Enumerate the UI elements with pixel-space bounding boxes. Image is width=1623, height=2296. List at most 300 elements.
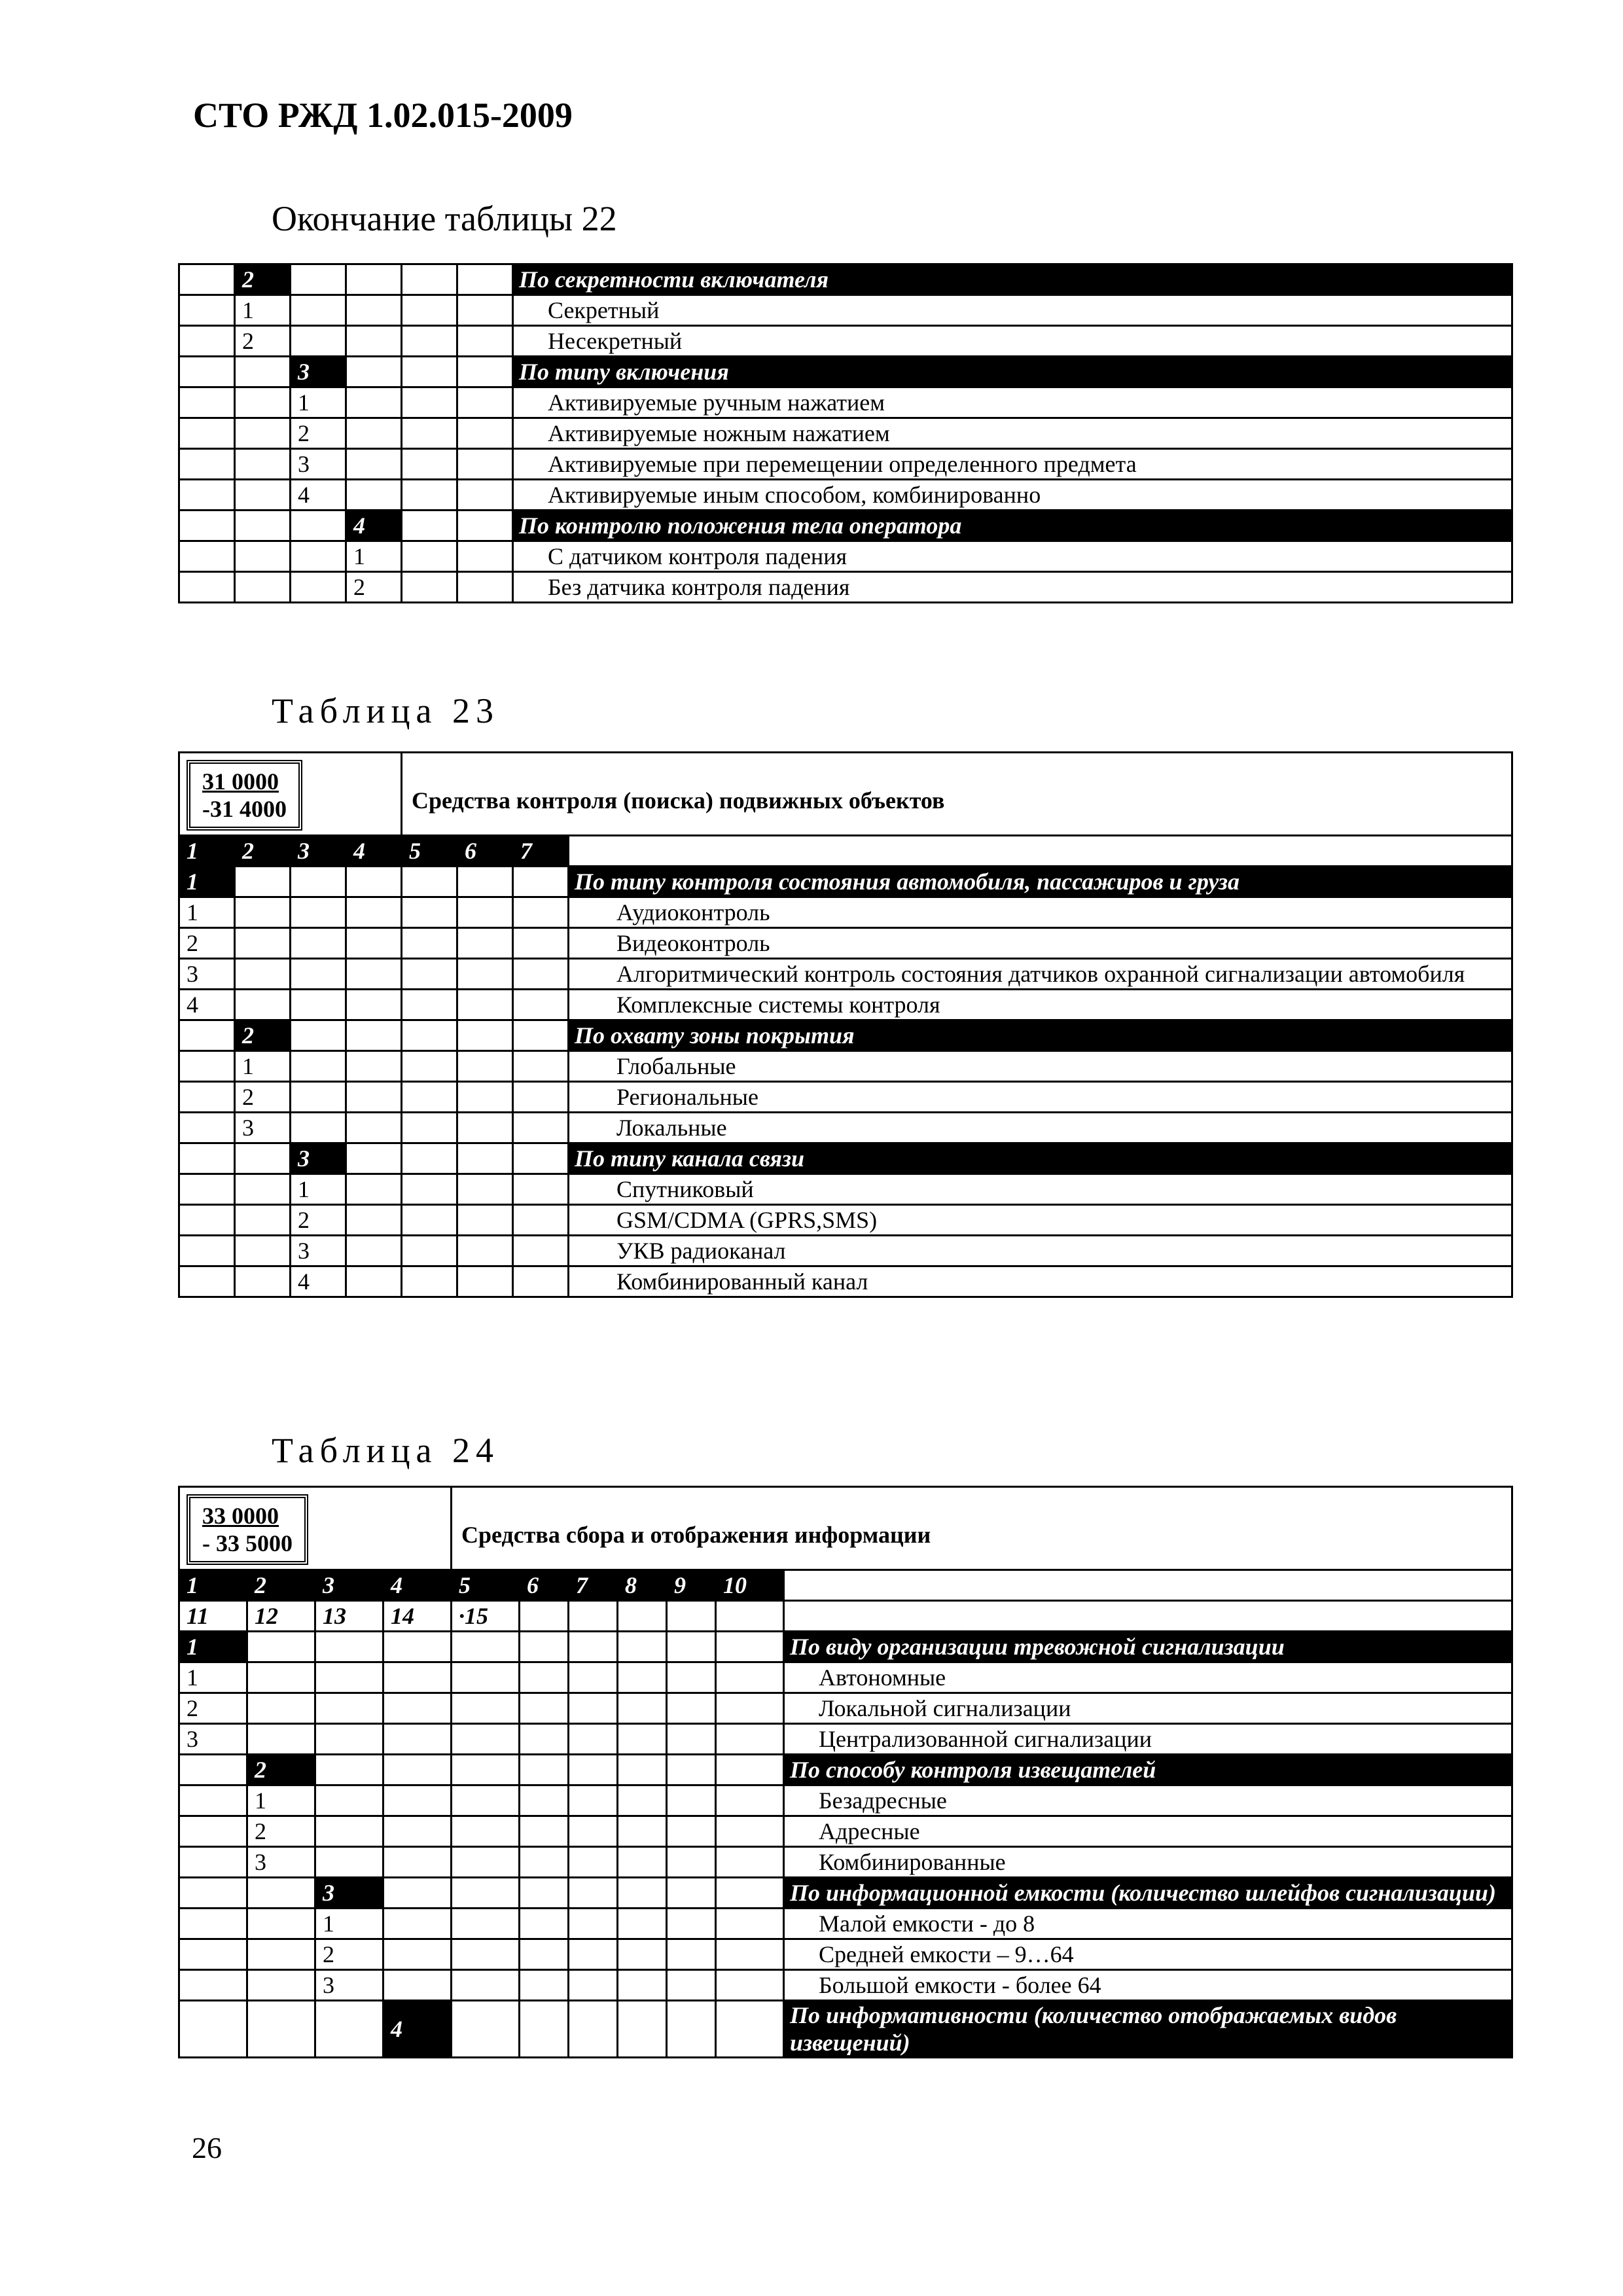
empty-cell [383, 1755, 452, 1785]
empty-cell [346, 264, 402, 295]
empty-cell [315, 1785, 383, 1816]
item-code-cell: 3 [247, 1847, 315, 1878]
empty-cell [513, 1205, 569, 1236]
empty-cell [346, 928, 402, 959]
group-heading: По способу контроля извещателей [784, 1755, 1512, 1785]
empty-cell [452, 1785, 520, 1816]
empty-cell [346, 1205, 402, 1236]
empty-cell [383, 1724, 452, 1755]
empty-cell [716, 1693, 784, 1724]
column-number-cell: 4 [346, 836, 402, 867]
item-name: Секретный [513, 295, 1512, 326]
empty-cell [452, 1970, 520, 2001]
empty-cell [346, 387, 402, 418]
column-number-cell: 3 [315, 1570, 383, 1601]
empty-cell [235, 541, 291, 572]
empty-cell [235, 357, 291, 387]
empty-cell [346, 1266, 402, 1297]
empty-cell [520, 2001, 569, 2058]
group-heading: По типу канала связи [569, 1143, 1512, 1174]
empty-cell [457, 1082, 513, 1113]
empty-cell [667, 1724, 716, 1755]
empty-cell [457, 572, 513, 603]
table-row [179, 572, 1512, 603]
group-heading: По контролю положения тела оператора [513, 511, 1512, 541]
empty-cell [513, 1113, 569, 1143]
empty-cell [235, 1266, 291, 1297]
table-row [179, 264, 1512, 295]
empty-cell [513, 1020, 569, 1051]
item-code-cell: 2 [291, 418, 346, 449]
empty-cell [569, 1878, 618, 1909]
column-number-cell: 1 [179, 1570, 247, 1601]
table-row [179, 1051, 1512, 1082]
item-name: Активируемые ножным нажатием [513, 418, 1512, 449]
item-code-cell: 2 [346, 572, 402, 603]
empty-cell [520, 1724, 569, 1755]
empty-cell [247, 1693, 315, 1724]
empty-cell [716, 1939, 784, 1970]
column-number-cell: 8 [618, 1570, 667, 1601]
empty-cell [179, 1020, 235, 1051]
empty-cell [315, 1724, 383, 1755]
group-code-cell: 4 [346, 511, 402, 541]
empty-cell [402, 990, 457, 1020]
table-23 [178, 751, 1513, 1298]
empty-cell [667, 1632, 716, 1662]
empty-cell [235, 449, 291, 480]
empty-cell [291, 264, 346, 295]
empty-cell [513, 1174, 569, 1205]
column-number-cell: 5 [452, 1570, 520, 1601]
empty-cell [402, 449, 457, 480]
item-code-cell: 1 [235, 1051, 291, 1082]
item-code-cell: 3 [179, 1724, 247, 1755]
table-row [179, 1632, 1512, 1662]
column-number-cell: 14 [383, 1601, 452, 1632]
empty-cell [179, 1174, 235, 1205]
empty-cell [513, 990, 569, 1020]
group-code-cell: 2 [235, 1020, 291, 1051]
empty-cell [346, 418, 402, 449]
table-row [179, 1174, 1512, 1205]
empty-cell [179, 1878, 247, 1909]
item-name: Автономные [784, 1662, 1512, 1693]
item-name: Безадресные [784, 1785, 1512, 1816]
empty-cell [402, 295, 457, 326]
empty-cell [179, 2001, 247, 2058]
table-24 [178, 1486, 1513, 2058]
empty-cell [618, 1662, 667, 1693]
empty-cell [457, 418, 513, 449]
empty-cell [452, 1693, 520, 1724]
empty-cell [402, 1174, 457, 1205]
empty-cell [513, 959, 569, 990]
table-row [179, 1082, 1512, 1113]
empty-cell [179, 1785, 247, 1816]
empty-cell [247, 2001, 315, 2058]
table-24-title: Средства сбора и отображения информации [452, 1487, 1512, 1570]
empty-cell [402, 1236, 457, 1266]
group-code-cell: 3 [315, 1878, 383, 1909]
item-code-cell: 1 [291, 387, 346, 418]
empty-cell [346, 1143, 402, 1174]
empty-cell [179, 1847, 247, 1878]
empty-cell [402, 541, 457, 572]
empty-cell [784, 1570, 1512, 1601]
empty-cell [618, 1601, 667, 1632]
empty-cell [235, 1205, 291, 1236]
empty-cell [383, 1878, 452, 1909]
empty-cell [784, 1601, 1512, 1632]
empty-cell [457, 990, 513, 1020]
empty-cell [346, 480, 402, 511]
empty-cell [618, 1816, 667, 1847]
empty-cell [235, 990, 291, 1020]
column-number-cell: ·15 [452, 1601, 520, 1632]
document-code-header: СТО РЖД 1.02.015-2009 [193, 96, 573, 135]
table-23-title: Средства контроля (поиска) подвижных объектов [402, 753, 1512, 836]
table-24-caption: Таблица 24 [272, 1431, 499, 1470]
empty-cell [457, 480, 513, 511]
empty-cell [569, 1601, 618, 1632]
empty-cell [457, 1143, 513, 1174]
empty-cell [667, 1785, 716, 1816]
empty-cell [569, 836, 1512, 867]
empty-cell [520, 1785, 569, 1816]
group-code-cell: 4 [383, 2001, 452, 2058]
empty-cell [520, 1847, 569, 1878]
item-name: Адресные [784, 1816, 1512, 1847]
empty-cell [346, 326, 402, 357]
empty-cell [569, 2001, 618, 2058]
empty-cell [346, 990, 402, 1020]
group-heading: По информационной емкости (количество шлейфов сигнализации) [784, 1878, 1512, 1909]
item-name: Аудиоконтроль [569, 897, 1512, 928]
table-row [179, 897, 1512, 928]
column-number-cell: 6 [457, 836, 513, 867]
table-row [179, 387, 1512, 418]
table-row [179, 1724, 1512, 1755]
empty-cell [346, 449, 402, 480]
page-number: 26 [192, 2131, 222, 2164]
empty-cell [179, 387, 235, 418]
table-row [179, 1816, 1512, 1847]
empty-cell [235, 1143, 291, 1174]
empty-cell [346, 1113, 402, 1143]
empty-cell [179, 572, 235, 603]
empty-cell [402, 928, 457, 959]
table-24-body [179, 1487, 1512, 2058]
empty-cell [513, 1266, 569, 1297]
empty-cell [457, 295, 513, 326]
empty-cell [179, 1755, 247, 1785]
column-number-cell: 11 [179, 1601, 247, 1632]
empty-cell [667, 1693, 716, 1724]
group-heading: По виду организации тревожной сигнализации [784, 1632, 1512, 1662]
empty-cell [513, 1143, 569, 1174]
empty-cell [667, 1662, 716, 1693]
empty-cell [520, 1662, 569, 1693]
empty-cell [457, 1174, 513, 1205]
empty-cell [247, 1878, 315, 1909]
empty-cell [402, 1205, 457, 1236]
empty-cell [618, 1878, 667, 1909]
empty-cell [667, 2001, 716, 2058]
empty-cell [179, 480, 235, 511]
item-name: Большой емкости - более 64 [784, 1970, 1512, 2001]
empty-cell [315, 1662, 383, 1693]
group-code-cell: 1 [179, 867, 235, 897]
empty-cell [247, 1662, 315, 1693]
table-row [179, 1266, 1512, 1297]
empty-cell [402, 572, 457, 603]
empty-cell [291, 928, 346, 959]
empty-cell [179, 1113, 235, 1143]
item-code-cell: 2 [235, 1082, 291, 1113]
empty-cell [716, 1724, 784, 1755]
table-row [179, 418, 1512, 449]
empty-cell [618, 1939, 667, 1970]
empty-cell [457, 897, 513, 928]
empty-cell [452, 1632, 520, 1662]
empty-cell [457, 1205, 513, 1236]
empty-cell [716, 1632, 784, 1662]
column-number-cell: 3 [291, 836, 346, 867]
empty-cell [235, 959, 291, 990]
table-22-caption: Окончание таблицы 22 [272, 199, 617, 238]
empty-cell [716, 1816, 784, 1847]
item-name: Централизованной сигнализации [784, 1724, 1512, 1755]
empty-cell [235, 867, 291, 897]
table-23-caption: Таблица 23 [272, 691, 499, 730]
empty-cell [402, 326, 457, 357]
empty-cell [383, 1662, 452, 1693]
empty-cell [247, 1939, 315, 1970]
empty-cell [667, 1816, 716, 1847]
empty-cell [179, 1143, 235, 1174]
empty-cell [402, 897, 457, 928]
empty-cell [383, 1632, 452, 1662]
table-row [179, 1143, 1512, 1174]
empty-cell [315, 2001, 383, 2058]
empty-cell [618, 1632, 667, 1662]
table-24-code-cell [179, 1487, 452, 1570]
empty-cell [346, 867, 402, 897]
empty-cell [346, 1082, 402, 1113]
column-number-cell: 13 [315, 1601, 383, 1632]
empty-cell [247, 1909, 315, 1939]
table-23-header-row [179, 753, 1512, 836]
empty-cell [179, 264, 235, 295]
empty-cell [402, 357, 457, 387]
empty-cell [383, 1816, 452, 1847]
empty-cell [520, 1632, 569, 1662]
empty-cell [520, 1939, 569, 1970]
table-row [179, 1939, 1512, 1970]
item-name: Без датчика контроля падения [513, 572, 1512, 603]
empty-cell [291, 1051, 346, 1082]
item-name: Региональные [569, 1082, 1512, 1113]
table-row [179, 449, 1512, 480]
empty-cell [179, 1051, 235, 1082]
table-row [179, 1113, 1512, 1143]
table-row [179, 1662, 1512, 1693]
table-row [179, 1878, 1512, 1909]
item-code-cell: 2 [235, 326, 291, 357]
item-name: Спутниковый [569, 1174, 1512, 1205]
item-code-cell: 2 [247, 1816, 315, 1847]
item-code-cell: 1 [235, 295, 291, 326]
empty-cell [667, 1939, 716, 1970]
table-row [179, 2001, 1512, 2058]
empty-cell [569, 1785, 618, 1816]
column-number-cell: 1 [179, 836, 235, 867]
item-name: Комбинированные [784, 1847, 1512, 1878]
table-23-column-numbers-row [179, 836, 1512, 867]
empty-cell [513, 1051, 569, 1082]
empty-cell [179, 449, 235, 480]
item-name: Комплексные системы контроля [569, 990, 1512, 1020]
empty-cell [457, 1236, 513, 1266]
item-code-cell: 3 [235, 1113, 291, 1143]
empty-cell [402, 959, 457, 990]
empty-cell [402, 1020, 457, 1051]
item-code-cell: 3 [179, 959, 235, 990]
empty-cell [235, 480, 291, 511]
empty-cell [291, 990, 346, 1020]
empty-cell [346, 1174, 402, 1205]
empty-cell [235, 418, 291, 449]
table-22-body [179, 264, 1512, 603]
table-row [179, 959, 1512, 990]
group-code-cell: 2 [235, 264, 291, 295]
item-code-cell: 2 [179, 1693, 247, 1724]
empty-cell [457, 928, 513, 959]
empty-cell [235, 897, 291, 928]
column-number-cell: 9 [667, 1570, 716, 1601]
empty-cell [235, 928, 291, 959]
empty-cell [291, 572, 346, 603]
empty-cell [513, 928, 569, 959]
item-code-cell: 2 [291, 1205, 346, 1236]
empty-cell [247, 1632, 315, 1662]
empty-cell [716, 2001, 784, 2058]
item-name: Несекретный [513, 326, 1512, 357]
empty-cell [520, 1601, 569, 1632]
empty-cell [402, 480, 457, 511]
empty-cell [452, 1755, 520, 1785]
empty-cell [618, 1724, 667, 1755]
item-name: Активируемые при перемещении определенного предмета [513, 449, 1512, 480]
table-24-code-end: - 33 5000 [202, 1530, 293, 1556]
empty-cell [291, 959, 346, 990]
table-row [179, 928, 1512, 959]
item-code-cell: 1 [291, 1174, 346, 1205]
table-23-code-box [187, 760, 302, 831]
empty-cell [179, 1970, 247, 2001]
empty-cell [618, 1909, 667, 1939]
empty-cell [520, 1816, 569, 1847]
empty-cell [315, 1755, 383, 1785]
item-name: Алгоритмический контроль состояния датчиков охранной сигнализации автомобиля [569, 959, 1512, 990]
empty-cell [179, 326, 235, 357]
column-number-cell: 2 [235, 836, 291, 867]
group-heading: По типу включения [513, 357, 1512, 387]
empty-cell [569, 1909, 618, 1939]
empty-cell [452, 1909, 520, 1939]
empty-cell [457, 449, 513, 480]
empty-cell [346, 959, 402, 990]
empty-cell [291, 897, 346, 928]
table-row [179, 295, 1512, 326]
group-code-cell: 2 [247, 1755, 315, 1785]
empty-cell [569, 1847, 618, 1878]
empty-cell [667, 1755, 716, 1785]
table-24-column-numbers-row-1 [179, 1570, 1512, 1601]
empty-cell [402, 1051, 457, 1082]
empty-cell [383, 1939, 452, 1970]
empty-cell [513, 1082, 569, 1113]
empty-cell [716, 1785, 784, 1816]
empty-cell [457, 1113, 513, 1143]
empty-cell [179, 1939, 247, 1970]
empty-cell [291, 1020, 346, 1051]
empty-cell [179, 1816, 247, 1847]
column-number-cell: 2 [247, 1570, 315, 1601]
empty-cell [291, 295, 346, 326]
item-code-cell: 3 [315, 1970, 383, 2001]
empty-cell [667, 1601, 716, 1632]
empty-cell [457, 357, 513, 387]
empty-cell [457, 1051, 513, 1082]
empty-cell [452, 1847, 520, 1878]
empty-cell [716, 1662, 784, 1693]
empty-cell [457, 326, 513, 357]
empty-cell [618, 1755, 667, 1785]
item-name: Глобальные [569, 1051, 1512, 1082]
empty-cell [452, 1878, 520, 1909]
empty-cell [667, 1878, 716, 1909]
empty-cell [383, 1970, 452, 2001]
empty-cell [402, 867, 457, 897]
table-row [179, 1785, 1512, 1816]
item-name: GSM/CDMA (GPRS,SMS) [569, 1205, 1512, 1236]
column-number-cell: 5 [402, 836, 457, 867]
table-24-code-start: 33 0000 [202, 1503, 279, 1529]
empty-cell [667, 1909, 716, 1939]
item-code-cell: 4 [291, 480, 346, 511]
column-number-cell: 6 [520, 1570, 569, 1601]
empty-cell [179, 418, 235, 449]
empty-cell [247, 1724, 315, 1755]
table-22 [178, 263, 1513, 603]
table-row [179, 1970, 1512, 2001]
empty-cell [179, 1236, 235, 1266]
table-row [179, 326, 1512, 357]
table-row [179, 1236, 1512, 1266]
empty-cell [520, 1878, 569, 1909]
empty-cell [457, 959, 513, 990]
empty-cell [402, 264, 457, 295]
item-code-cell: 1 [179, 1662, 247, 1693]
empty-cell [457, 867, 513, 897]
empty-cell [179, 1909, 247, 1939]
item-name: Локальные [569, 1113, 1512, 1143]
empty-cell [235, 1174, 291, 1205]
empty-cell [315, 1693, 383, 1724]
empty-cell [513, 897, 569, 928]
